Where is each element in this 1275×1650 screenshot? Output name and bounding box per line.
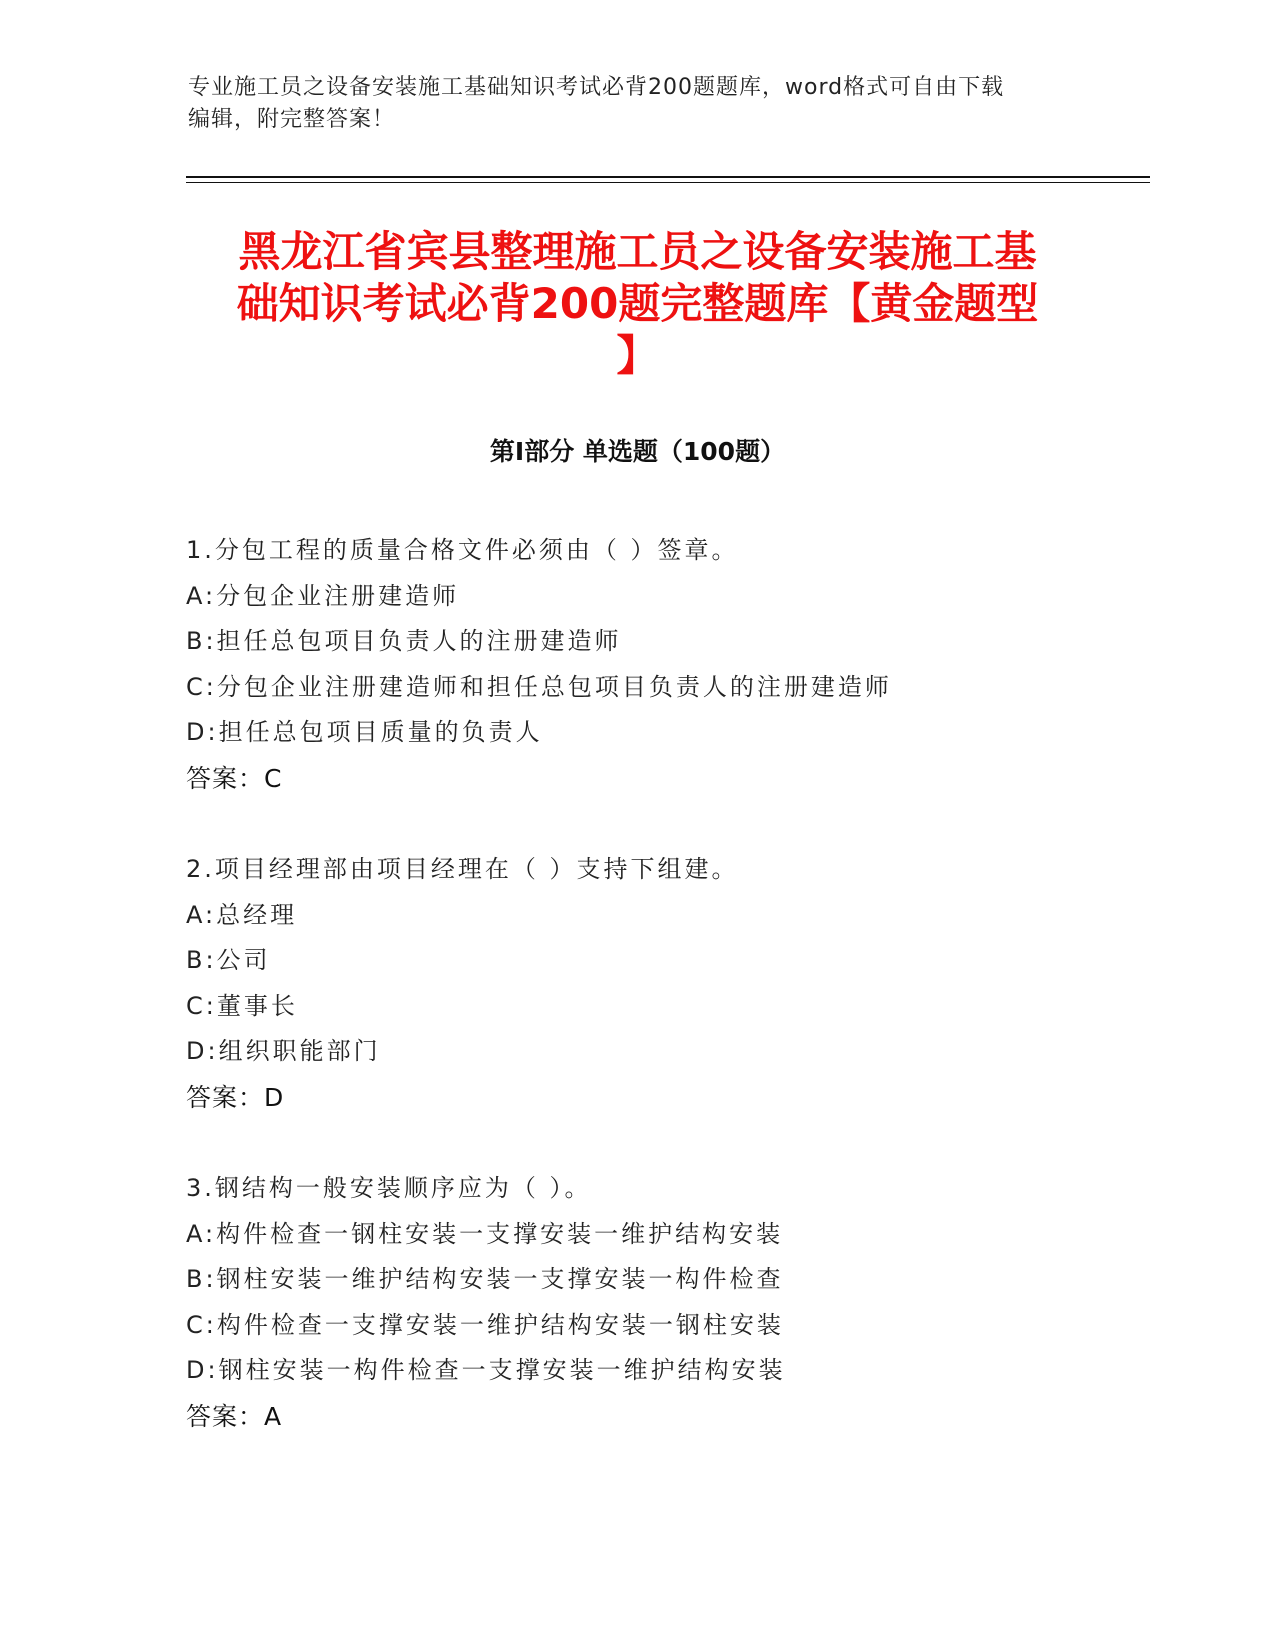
option-c: C:分包企业注册建造师和担任总包项目负责人的注册建造师 — [186, 672, 892, 701]
header-note — [188, 72, 1088, 136]
question-stem: 3.钢结构一般安装顺序应为（ ）。 — [186, 1174, 592, 1202]
question-stem: 1.分包工程的质量合格文件必须由（ ）签章。 — [186, 536, 739, 564]
answer-line: 答案：A — [186, 1401, 283, 1431]
option-d: D:钢柱安装一构件检查一支撑安装一维护结构安装 — [186, 1356, 786, 1384]
option-d: D:担任总包项目质量的负责人 — [186, 718, 543, 746]
question-block — [186, 528, 1146, 801]
option-c: C:董事长 — [186, 991, 298, 1020]
answer-line: 答案：D — [186, 1082, 285, 1112]
question-block — [186, 847, 1146, 1120]
option-c: C:构件检查一支撑安装一维护结构安装一钢柱安装 — [186, 1310, 784, 1339]
header-divider-thick — [186, 176, 1150, 178]
document-title — [190, 226, 1085, 382]
document-title-line-1: 黑龙江省宾县整理施工员之设备安装施工基 — [238, 227, 1037, 276]
option-a: A:构件检查一钢柱安装一支撑安装一维护结构安装 — [186, 1219, 784, 1248]
option-a: A:分包企业注册建造师 — [186, 581, 460, 610]
document-title-line-2: 础知识考试必背200题完整题库【黄金题型 — [236, 279, 1039, 328]
answer-line: 答案：C — [186, 763, 283, 793]
question-stem: 2.项目经理部由项目经理在（ ）支持下组建。 — [186, 855, 739, 883]
header-note-line-2: 编辑，附完整答案！ — [188, 107, 396, 132]
header-divider-thin — [186, 182, 1150, 183]
header-note-line-1: 专业施工员之设备安装施工基础知识考试必背200题题库，word格式可自由下载 — [188, 75, 1005, 100]
option-b: B:公司 — [186, 946, 271, 974]
option-b: B:钢柱安装一维护结构安装一支撑安装一构件检查 — [186, 1265, 784, 1293]
option-d: D:组织职能部门 — [186, 1037, 381, 1065]
document-title-line-3: 】 — [616, 331, 659, 380]
section-heading: 第I部分 单选题（100题） — [489, 437, 786, 466]
question-block — [186, 1166, 1146, 1439]
option-b: B:担任总包项目负责人的注册建造师 — [186, 627, 622, 655]
option-a: A:总经理 — [186, 900, 298, 929]
